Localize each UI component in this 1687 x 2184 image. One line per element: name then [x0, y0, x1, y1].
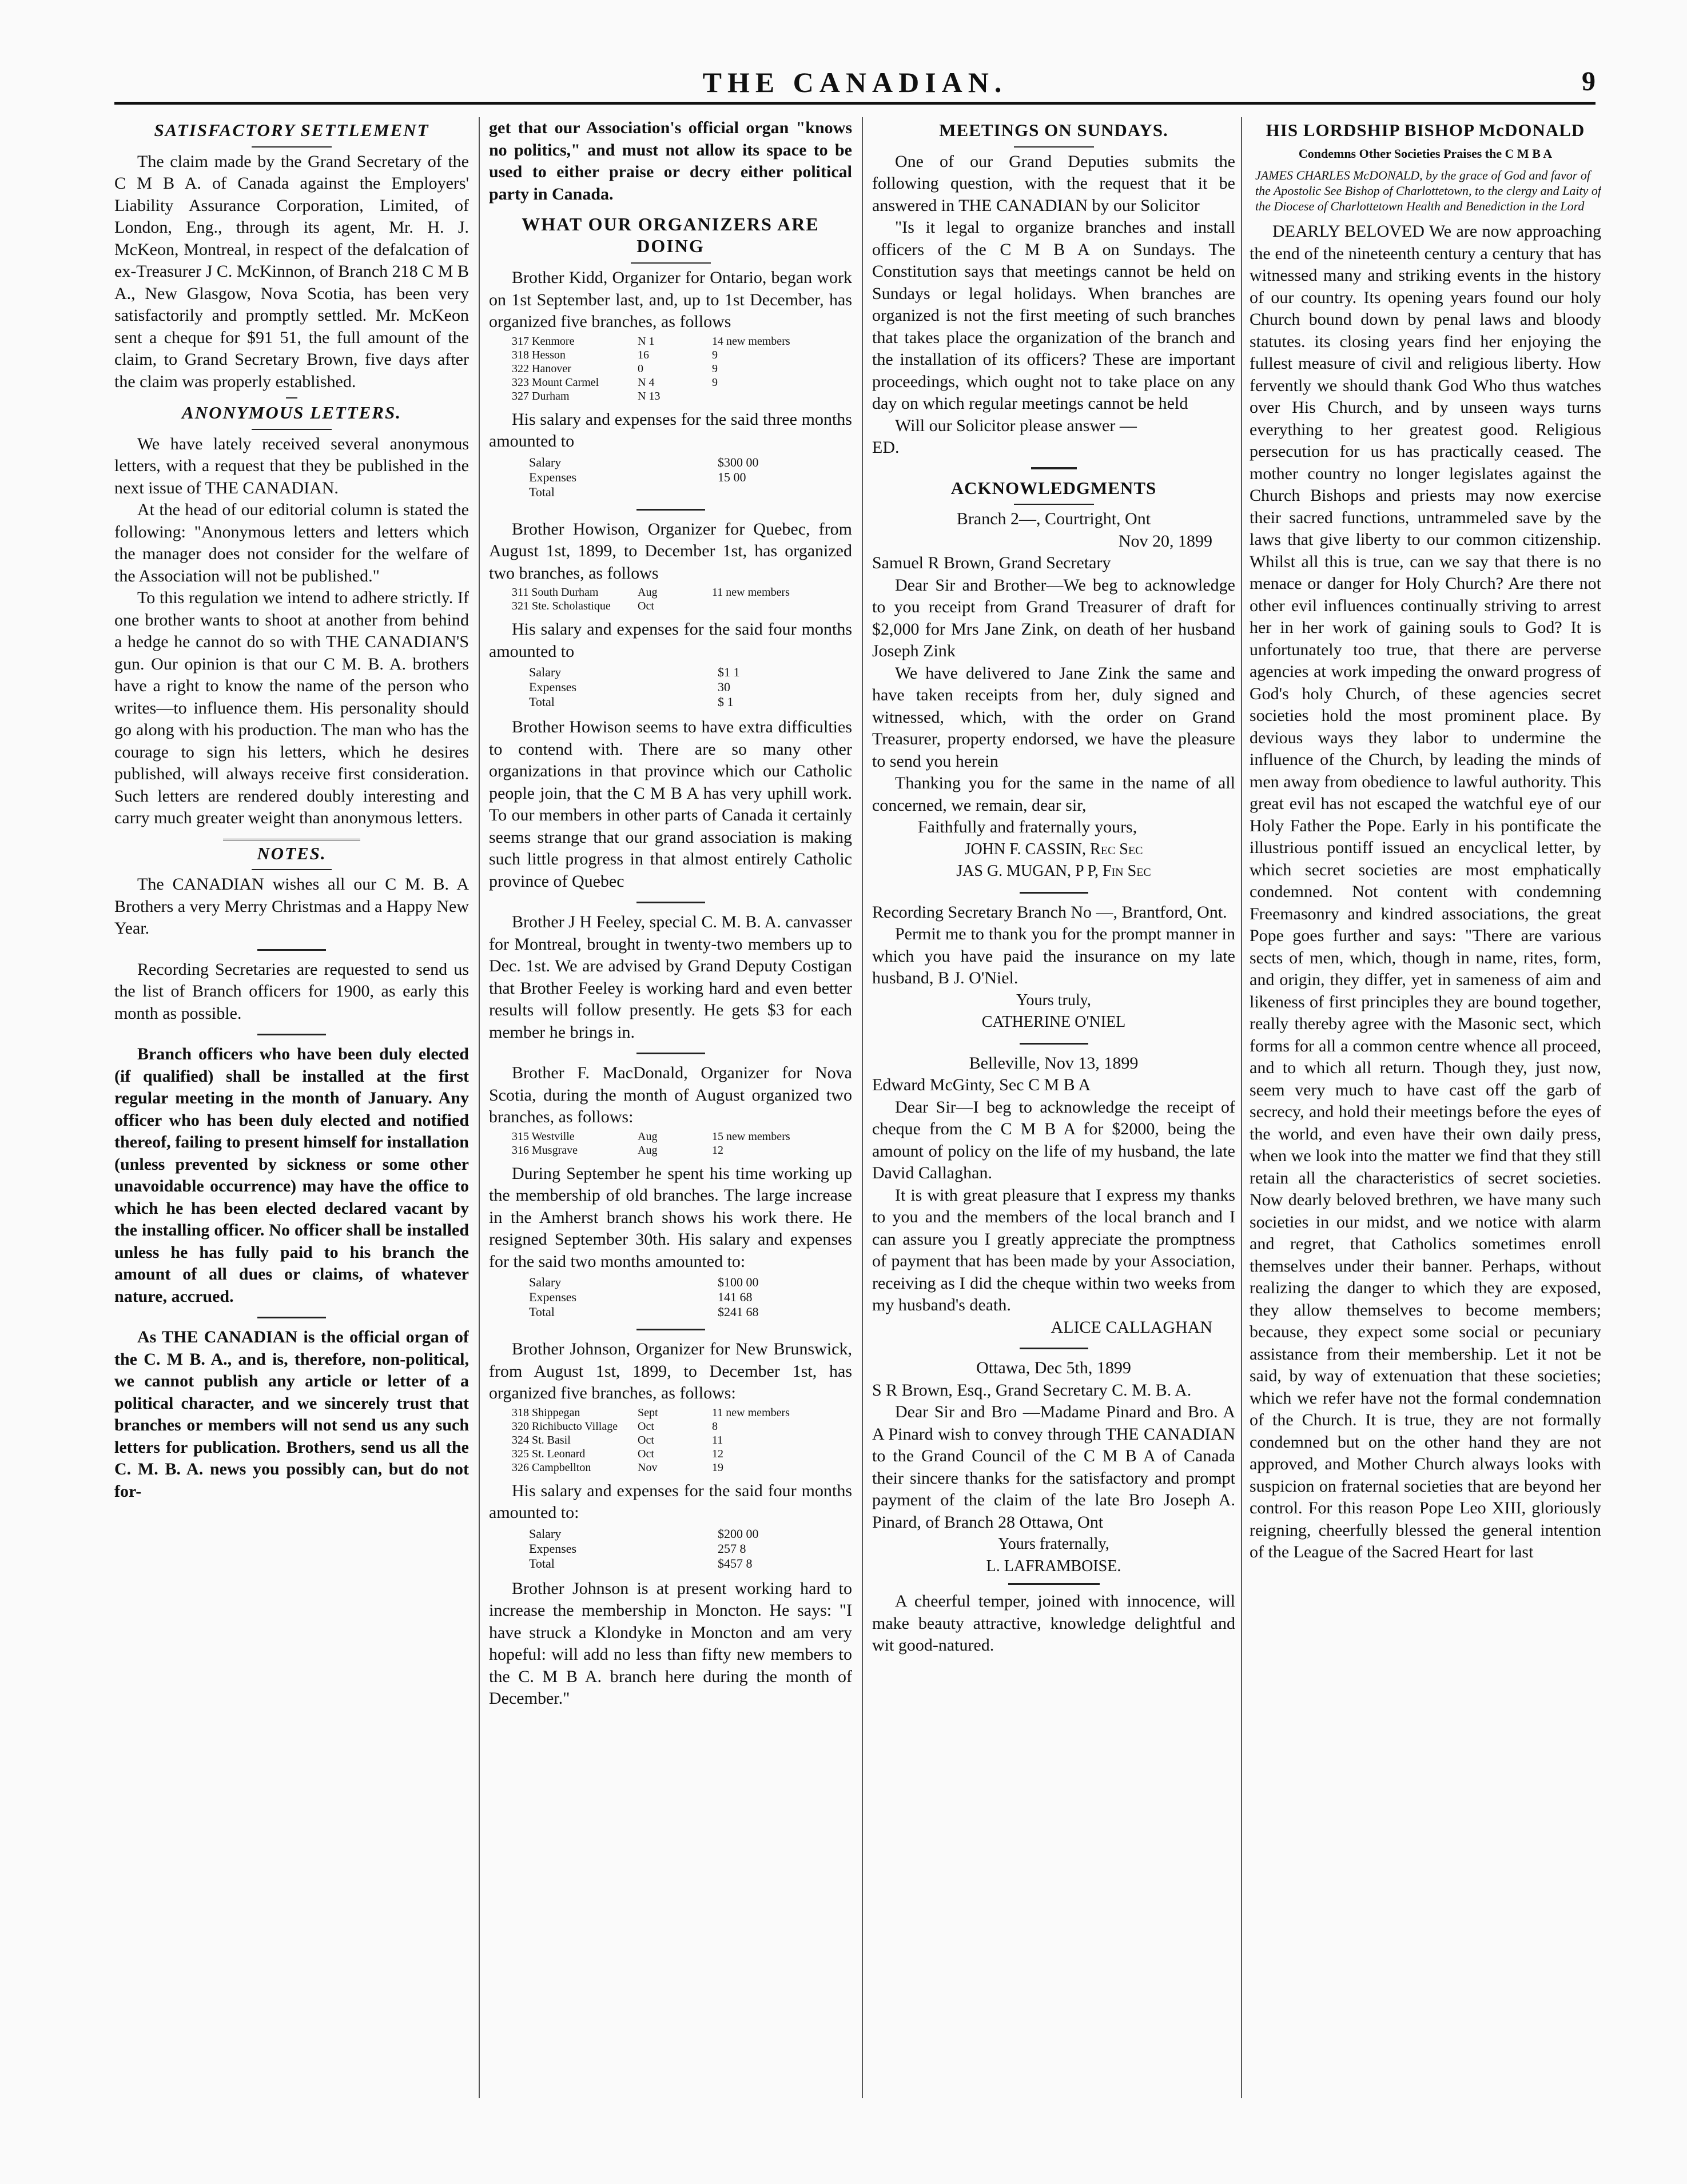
rule [252, 869, 332, 870]
table-row: 318 Hesson 16 9 [512, 348, 718, 361]
header-rule [114, 102, 1596, 105]
article-paragraph: Brother Howison, Organizer for Quebec, from August 1st, 1899, to December 1st, has organized two branches, as follows [489, 519, 852, 583]
article-paragraph: Recording Secretaries are requested to send us the list of Branch officers for 1900, as early this month as possible. [114, 959, 469, 1023]
table-row: Total $457 8 [529, 1556, 753, 1571]
rule [1020, 1348, 1088, 1349]
page-number: 9 [1582, 66, 1596, 97]
rule [257, 1034, 326, 1035]
table-row: Expenses 30 [529, 680, 730, 694]
article-title-anonymous: ANONYMOUS LETTERS. [182, 402, 401, 423]
rule [631, 262, 711, 264]
table-row: Salary $200 00 [529, 1526, 759, 1541]
money-table [529, 455, 852, 500]
table-row: Salary $300 00 [529, 455, 759, 469]
article-title-acknowledgments: ACKNOWLEDGMENTS [950, 477, 1157, 498]
rule [252, 146, 332, 148]
article-paragraph: Branch officers who have been duly elected (if qualified) shall be installed at the first regular meeting in the month of January. Any officer who has been duly elected and notified thereof, failing to present himself for installation (unless prevented by sickness or some other unavoidable occurrence) may have the office to which he has been elected declared vacant by the installing officer. No officer shall be installed unless he has fully paid to his branch the amount of all dues or claims, of whatever nature, accrued. [114, 1045, 469, 1306]
article-body: The claim made by the Grand Secretary of the C M B A. of Canada against the Employers' Liability Assurance Corporation, Limited, of London, Eng., through its agent, Mr. H. J. McKeon, Montreal, in respect of the defalcation of ex-Treasurer J C. McKinnon, of Branch 218 C M B A., New Glasgow, Nova Scotia, has been very satisfactorily and promptly settled. Mr. McKeon sent a cheque for $91 51, the full amount of the claim, to Grand Secretary Brown, five days after the claim was properly established. [114, 152, 469, 391]
article-paragraph: Thanking you for the same in the name of all concerned, we remain, dear sir, [872, 774, 1235, 815]
article-paragraph: As THE CANADIAN is the official organ of the C. M B. A., and is, therefore, non-political, we cannot publish any article or letter of a political character, and we sincerely trust that branches or members will not send us any such letters for publication. Brothers, send us all the C. M. B. A. news you possibly can, but do not for- [114, 1328, 469, 1501]
table-row: 316 Musgrave Aug 12 [512, 1143, 723, 1157]
table-row: 311 South Durham Aug 11 new members [512, 586, 790, 599]
table-row: 327 Durham N 13 [512, 389, 661, 402]
branch-table-kidd [512, 334, 852, 403]
letter-place: Ottawa, Dec 5th, 1899 [976, 1358, 1131, 1377]
article-paragraph: During September he spent his time working up the membership of old branches. The large increase in the Amherst branch shows his work there. He resigned September 30th. His salary and expenses for the said two months amounted to: [489, 1163, 852, 1271]
article-paragraph: It is with great pleasure that I express my thanks to you and the members of the local branch and I can assure you I greatly appreciate the promptness of payment that has been made by your Association, receiving as I did the cheque within two weeks from my husband's death. [872, 1185, 1235, 1314]
article-paragraph: Will our Solicitor please answer — [895, 416, 1137, 435]
article-paragraph: We have delivered to Jane Zink the same and have taken receipts from her, duly signed and witnessed, which, with the order on Grand Treasurer, property endorsed, we have the pleasure to send you herein [872, 663, 1235, 771]
rule [1020, 892, 1088, 894]
branch-table-howison [512, 585, 852, 613]
article-paragraph: To this regulation we intend to adhere strictly. If one brother wants to shoot at another from behind a hedge he cannot do so with THE CANADIAN'S gun. Our opinion is that our C M. B. A. brothers have a right to know the name of the person who writes—to influence them. His personality should go along with his production. The man who has the courage to sign his letters, which he desires published, will always receive first consideration. Such letters are rendered doubly interesting and carry much greater weight than anonymous letters. [114, 588, 469, 827]
table-row: 321 Ste. Scholastique Oct [512, 600, 654, 612]
column-divider [1241, 117, 1242, 2098]
article-paragraph: "Is it legal to organize branches and install officers of the C M B A on Sundays. The Constitution says that meetings cannot be held on Sundays or legal holidays. When branches are organized is not the first meeting of such branches that takes place the organization of the branch and the installation of its officers? These are important proceedings, which ought not to take place on any day on which regular meetings cannot be held [872, 218, 1235, 413]
table-row: Salary $1 1 [529, 665, 740, 679]
rule [636, 902, 705, 903]
money-table [529, 665, 852, 710]
column-3 [872, 117, 1235, 2098]
signature: ED. [872, 438, 900, 457]
table-row: 315 Westville Aug 15 new members [512, 1130, 790, 1143]
letter-closing: Yours truly, [1016, 991, 1091, 1009]
branch-table-macdonald [512, 1130, 852, 1157]
rule [1014, 146, 1094, 148]
signature: L. LAFRAMBOISE. [986, 1557, 1121, 1575]
letter-place: Branch 2—, Courtright, Ont [956, 509, 1151, 528]
rule [257, 1317, 326, 1318]
column-1 [114, 117, 469, 2098]
table-row: 320 Richibucto Village Oct 8 [512, 1420, 718, 1433]
article-paragraph: Brother Johnson is at present working hard to increase the membership in Moncton. He says: "I have struck a Klondyke in Moncton and am very hopeful: will add no less than fifty new members to the C. M B A. branch here during the month of December." [489, 1579, 852, 1708]
signature: ALICE CALLAGHAN [1051, 1317, 1212, 1337]
table-row: 322 Hanover 0 9 [512, 362, 718, 375]
rule [636, 1329, 705, 1330]
article-paragraph: Brother J H Feeley, special C. M. B. A. canvasser for Montreal, brought in twenty-two members up to Dec. 1st. We are advised by Grand Deputy Costigan that Brother Feeley is working hard and even better results will follow presently. He gets $3 for each member he brings in. [489, 912, 852, 1042]
table-row: 324 St. Basil Oct 11 [512, 1433, 723, 1446]
newspaper-title: THE CANADIAN. [702, 66, 1008, 98]
rule [257, 949, 326, 951]
article-body: We are now approaching the end of the nineteenth century a century that has witnessed many and striking events in the history of our country. Its opening years found our holy Church bound down by penal laws and bloody statutes. its closing years find her enjoying the fullest measure of civil and religious liberty. How fervently we should thank God Who thus watches over His Church, and by unseen ways turns everything to her greatest good. Religious persecution for us has practically ceased. The mother country no longer legislates against the Church Bishops and priests may now exercise their sacred functions, untrammeled save by the laws that give liberty to our common citizenship. Whilst all this is true, can we say that there is no menace or danger for Holy Church? Are there not other evil influences continually striving to arrest her in her work of gaining souls to God? It is unfortunately too true, that there are perverse agencies at work impeding the onward progress of God's holy Church, of these agencies secret societies hold the most prominent place. By devious ways they labor to undermine the influence of the Church, by leading the minds of men away from obedience to lawful authority. This great evil has not escaped the watchful eye of our Holy Father the Pope. Early in his pontificate the illustrious pontiff issued an encyclical letter, by which secret societies are most emphatically condemned. Not content with condemning Freemasonry and kindred associations, the great Pope goes further and says: "There are various sects of men, which, though in name, rites, form, and origin, they differ, yet in sameness of aim and likeness of first principles they are bound together, really thereby agree with the Masonic sect, which forms for all a common centre whence all proceed, and to which all return. Though they, just now, seem very much to have cast off the garb of secrecy, and hold their meetings before the eyes of the world, and even have their own daily press, when we look into the matter we find that they still retain all the characteristics of secret societies. Now dearly beloved brethren, we have many such societies in our midst, and we notice with alarm and regret, that Catholics sometimes enroll themselves under their banner. Perhaps, without realizing the danger to which they are exposed, they allow themselves to become members; because, they expect some social or pecuniary assistance from their membership. Let it not be said, by way of extenuation that these societies; which we refer have not the formal condemnation of the Church. It is true, they are not formally condemned but on the other hand they are not approved, and Mother Church always looks with suspicion on fraternal societies that are beyond her control. For this reason Pope Leo XIII, gloriously reigning, cheerfully blessed the general intention of the League of the Sacred Heart for last [1250, 222, 1601, 1561]
article-paragraph: A cheerful temper, joined with innocence, will make beauty attractive, knowledge delightful and wit good-natured. [872, 1592, 1235, 1655]
column-divider [479, 117, 480, 2098]
article-paragraph: We have lately received several anonymous letters, with a request that they be published in the next issue of THE CANADIAN. [114, 434, 469, 497]
article-paragraph: At the head of our editorial column is stated the following: "Anonymous letters and letters which the manager does not consider for the welfare of the Association will not be published." [114, 500, 469, 585]
signature: JAS G. MUGAN, P P, Fin Sec [956, 862, 1151, 880]
article-paragraph: His salary and expenses for the said four months amounted to [489, 620, 852, 661]
rule [252, 429, 332, 430]
money-table [529, 1527, 852, 1571]
article-title-settlement: SATISFACTORY SETTLEMENT [154, 120, 429, 140]
rule [636, 1053, 705, 1054]
letter-place: Belleville, Nov 13, 1899 [969, 1053, 1139, 1073]
article-paragraph: The CANADIAN wishes all our C M. B. A Brothers a very Merry Christmas and a Happy New Year. [114, 875, 469, 938]
letter-closing: Faithfully and fraternally yours, [918, 818, 1137, 836]
letter-recipient: Samuel R Brown, Grand Secretary [872, 553, 1111, 572]
branch-table-johnson [512, 1406, 852, 1474]
article-title-notes: NOTES. [257, 843, 327, 863]
letter-date: Nov 20, 1899 [1118, 531, 1212, 551]
lead-words: DEARLY BELOVED [1272, 222, 1425, 241]
column-2 [489, 117, 852, 2098]
article-subtitle: Condemns Other Societies Praises the C M B A [1298, 146, 1553, 161]
table-row: 323 Mount Carmel N 4 9 [512, 376, 718, 389]
rule [1014, 504, 1094, 505]
table-row: Total $ 1 [529, 695, 734, 709]
article-paragraph: His salary and expenses for the said four months amounted to: [489, 1481, 852, 1522]
table-row: 325 St. Leonard Oct 12 [512, 1447, 723, 1460]
table-row: Total [529, 484, 555, 499]
letter-recipient: S R Brown, Esq., Grand Secretary C. M. B. A. [872, 1380, 1192, 1400]
table-row: Expenses 141 68 [529, 1290, 753, 1304]
table-row: Salary $100 00 [529, 1275, 759, 1289]
column-divider [862, 117, 863, 2098]
article-paragraph: Dear Sir and Bro —Madame Pinard and Bro. A A Pinard wish to convey through THE CANADIAN to the Grand Council of the C M B A of Canada their sincere thanks for the satisfactory and prompt payment of the claim of the late Bro Joseph A. Pinard, of Branch 28 Ottawa, Ont [872, 1402, 1235, 1532]
article-paragraph: get that our Association's official organ "knows no politics," and must not allow its space to be used to either praise or decry either political party in Canada. [489, 118, 852, 204]
letter-closing: Yours fraternally, [998, 1535, 1109, 1553]
rule [1008, 1583, 1100, 1585]
article-title-sundays: MEETINGS ON SUNDAYS. [939, 120, 1168, 140]
article-title-bishop: HIS LORDSHIP BISHOP McDONALD [1266, 120, 1585, 140]
table-row: Expenses 257 8 [529, 1541, 746, 1556]
article-paragraph: Brother Johnson, Organizer for New Brunswick, from August 1st, 1899, to December 1st, has organized five branches, as follows: [489, 1340, 852, 1402]
article-paragraph: One of our Grand Deputies submits the following question, with the request that it be answered in THE CANADIAN by our Solicitor [872, 152, 1235, 215]
article-title-organizers: WHAT OUR ORGANIZERS ARE DOING [522, 214, 819, 256]
money-table [529, 1275, 852, 1320]
rule [1020, 1043, 1088, 1045]
article-paragraph: Dear Sir—I beg to acknowledge the receipt of cheque from the C M B A for $2000, being the amount of policy on the life of my husband, the late David Callaghan. [872, 1097, 1235, 1182]
table-row: Expenses 15 00 [529, 469, 746, 484]
signature: CATHERINE O'NIEL [981, 1013, 1126, 1031]
masthead [114, 66, 1596, 100]
signature: JOHN F. CASSIN, Rec Sec [964, 840, 1143, 858]
article-paragraph: Dear Sir and Brother—We beg to acknowledge to you receipt from Grand Treasurer of draft for $2,000 for Mrs Jane Zink, on death of her husband Joseph Zink [872, 575, 1235, 660]
article-paragraph: Brother Kidd, Organizer for Ontario, began work on 1st September last, and, up to 1st December, has organized five branches, as follows [489, 268, 852, 331]
article-paragraph: Brother F. MacDonald, Organizer for Nova Scotia, during the month of August organized two branches, as follows: [489, 1063, 852, 1126]
rule [636, 509, 705, 511]
table-row: Total $241 68 [529, 1305, 759, 1319]
rule [286, 397, 297, 398]
table-row: 326 Campbellton Nov 19 [512, 1461, 723, 1474]
rule [1031, 467, 1077, 469]
pastoral-salutation: JAMES CHARLES McDONALD, by the grace of God and favor of the Apostolic See Bishop of Charlottetown, to the clergy and Laity of the Diocese of Charlottetown Health and Benediction in the Lord [1255, 168, 1601, 213]
article-paragraph: Permit me to thank you for the prompt manner in which you have paid the insurance on my late husband, B J. O'Niel. [872, 924, 1235, 987]
article-paragraph: Brother Howison seems to have extra difficulties to contend with. There are so many other organizations in that province which our Catholic people join, that the C M B A has very uphill work. To our members in other parts of Canada it certainly seems strange that our grand association is making such little progress in that almost entirely Catholic province of Quebec [489, 718, 852, 891]
table-row: 317 Kenmore N 1 14 new members [512, 334, 790, 348]
letter-recipient: Recording Secretary Branch No —, Brantford, Ont. [872, 902, 1227, 922]
letter-recipient: Edward McGinty, Sec C M B A [872, 1075, 1091, 1094]
article-paragraph: His salary and expenses for the said three months amounted to [489, 409, 852, 451]
rule [223, 839, 360, 840]
table-row: 318 Shippegan Sept 11 new members [512, 1406, 790, 1419]
column-4 [1250, 117, 1601, 2098]
